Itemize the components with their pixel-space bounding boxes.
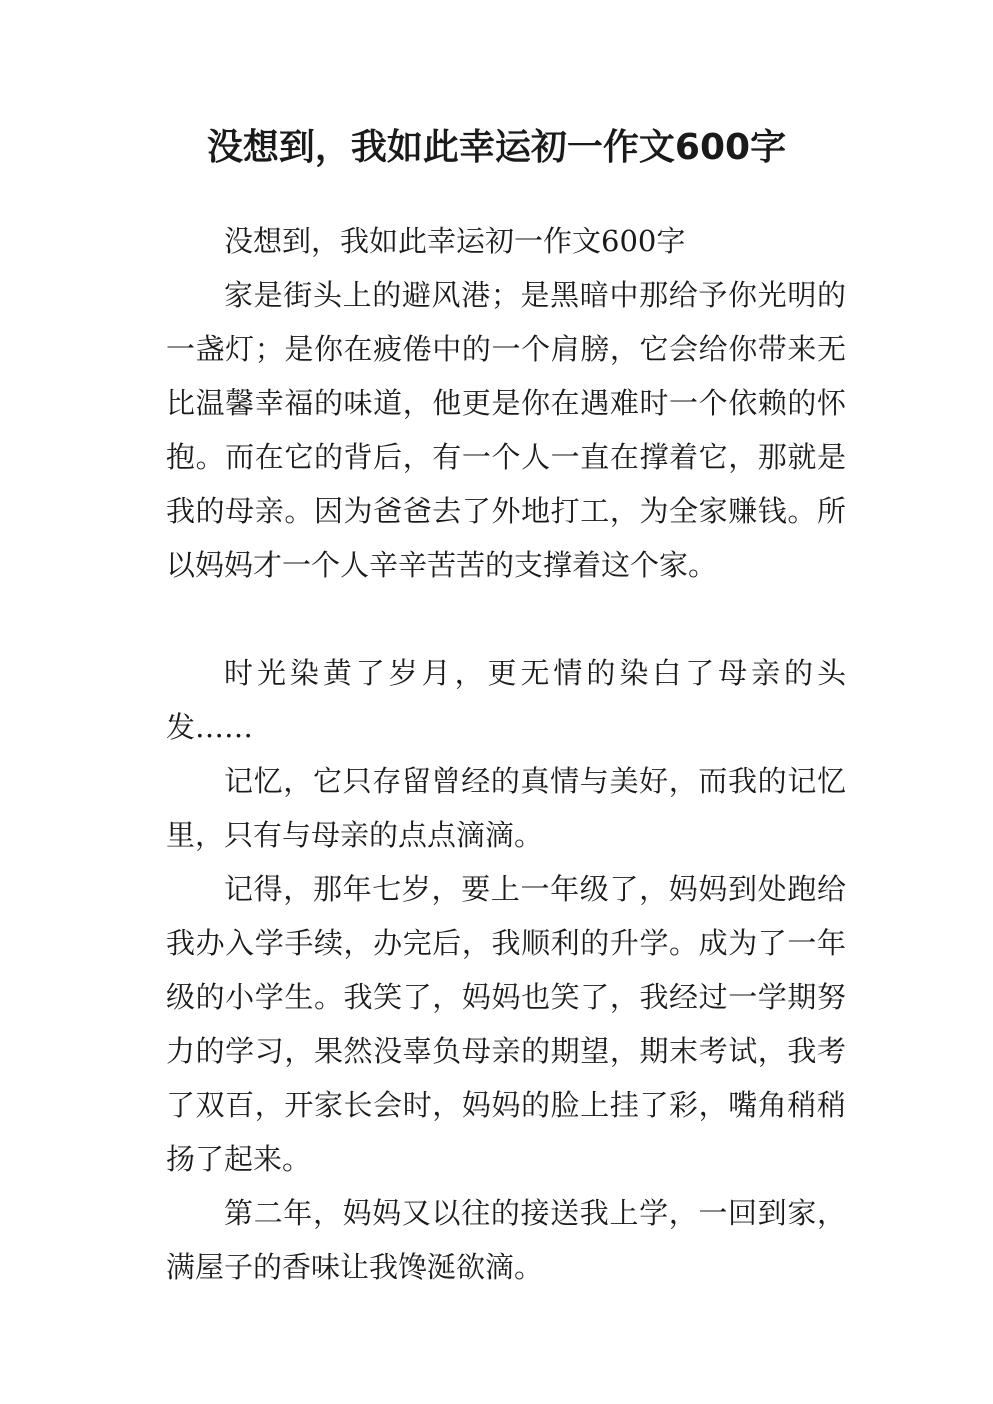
paragraph-first-grade: 记得，那年七岁，要上一年级了，妈妈到处跑给我办入学手续，办完后，我顺利的升学。成为了一年级的小学生。我笑了，妈妈也笑了，我经过一学期努力的学习，果然没辜负母亲的期望，期末考试，我考了双百，开家长会时，妈妈的脸上挂了彩，嘴角稍稍扬了起来。: [166, 872, 846, 1176]
paragraph-second-year: 第二年，妈妈又以往的接送我上学，一回到家，满屋子的香味让我馋涎欲滴。: [166, 1196, 846, 1284]
paragraph-subtitle: 没想到，我如此幸运初一作文600字: [224, 224, 686, 258]
document-body: [166, 214, 846, 1294]
paragraph-time: 时光染黄了岁月，更无情的染白了母亲的头发……: [166, 656, 846, 744]
paragraph-memory: 记忆，它只存留曾经的真情与美好，而我的记忆里，只有与母亲的点点滴滴。: [166, 764, 846, 852]
document-title: 没想到，我如此幸运初一作文600字: [206, 127, 787, 168]
paragraph-spacer: [166, 592, 846, 646]
paragraph-home: 家是街头上的避风港；是黑暗中那给予你光明的一盏灯；是你在疲倦中的一个肩膀，它会给你带来无比温馨幸福的味道，他更是你在遇难时一个依赖的怀抱。而在它的背后，有一个人一直在撑着它，那就是我的母亲。因为爸爸去了外地打工，为全家赚钱。所以妈妈才一个人辛辛苦苦的支撑着这个家。: [166, 278, 846, 582]
